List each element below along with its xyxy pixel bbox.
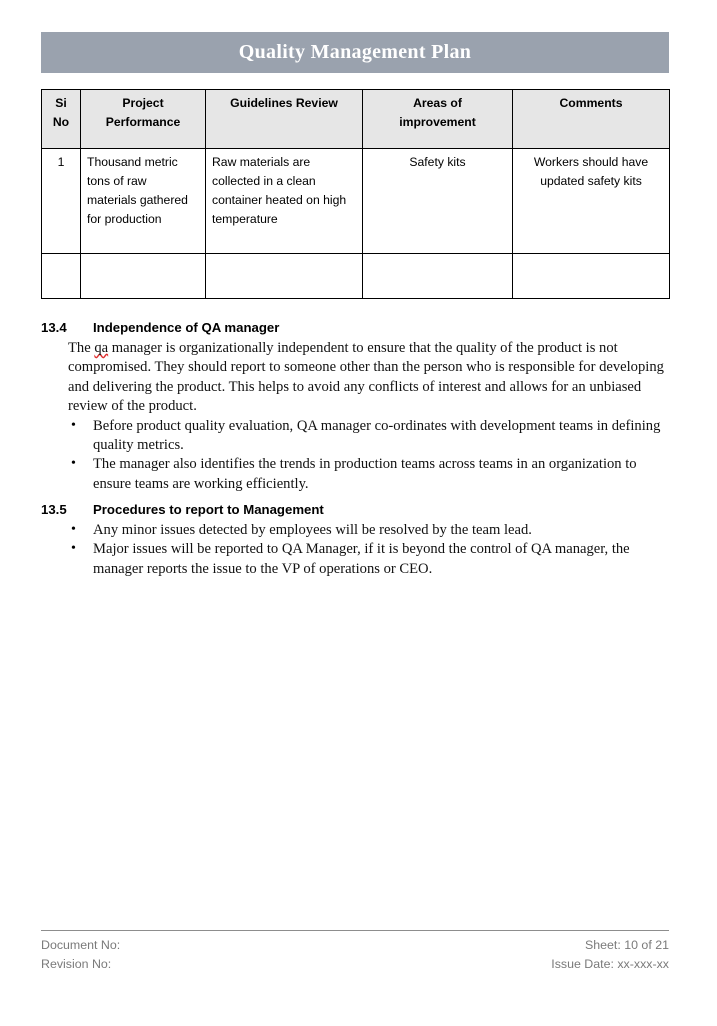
section-13-4-title: Independence of QA manager [93,320,280,335]
section-13-4-bullet-list [41,417,669,495]
page-title: Quality Management Plan [238,41,472,63]
table-body [42,149,670,299]
list-item-text: Before product quality evaluation, QA manager co-ordinates with development teams in defining quality metrics. [93,417,661,454]
column-header-areas-line2: improvement [399,114,476,129]
cell-comments: Workers should have updated safety kits [513,149,670,254]
section-13-4-number: 13.4 [41,320,67,335]
list-item-text: The manager also identifies the trends in production teams across teams in an organization to ensure teams are working efficiently. [93,456,637,492]
column-header-si-no-line1: Si [55,96,67,110]
column-header-areas-line1: Areas of [413,96,462,110]
bullet-dot-icon: • [71,522,76,537]
footer-document-no: Document No: [41,938,121,952]
section-13-5-heading [41,502,669,517]
footer-revision-no: Revision No: [41,957,112,972]
project-performance-table [41,89,670,299]
column-header-project-performance [81,90,206,149]
paragraph-prefix: The [68,340,95,356]
bullet-dot-icon: • [71,417,76,433]
table-row [42,254,670,299]
section-13-4-heading [41,320,669,335]
page-footer [41,930,669,974]
column-header-project-performance-line2: Performance [105,114,181,129]
cell-project-performance [81,254,206,299]
cell-comments [513,254,670,299]
column-header-comments-line1: Comments [559,96,623,110]
list-item [68,417,669,456]
table-header [42,90,670,149]
section-13-5-number: 13.5 [41,502,67,517]
column-header-guidelines-review [206,90,363,149]
table-row [42,149,670,254]
footer-sheet-number: Sheet: 10 of 21 [584,938,669,952]
column-header-areas-of-improvement [363,90,513,149]
column-header-guidelines-review-line1: Guidelines Review [230,96,338,110]
document-title-banner [41,32,669,73]
misspelled-word-qa: qa [94,340,109,356]
cell-areas-of-improvement: Safety kits [363,149,513,254]
cell-guidelines-review: Raw materials are collected in a clean container heated on high temperature [206,149,363,254]
list-item-text: Any minor issues detected by employees will be resolved by the team lead. [93,522,532,538]
list-item [68,521,669,540]
cell-si-no [42,254,81,299]
footer-row-2 [41,955,669,974]
list-item [68,455,669,494]
cell-areas-of-improvement [363,254,513,299]
paragraph-rest: manager is organizationally independent to ensure that the quality of the product is not compromised. They should report to someone other than the person who is responsible for developing and delivering the product. This helps to avoid any conflicts of interest and allows for an unbiased review of the product. [68,340,664,415]
section-13-4 [41,320,669,494]
column-header-project-performance-line1: Project [122,96,164,110]
column-header-comments [513,90,670,149]
table-header-row [42,90,670,149]
cell-si-no: 1 [42,149,81,254]
bullet-dot-icon: • [71,456,76,472]
column-header-si-no-line2: No [52,114,70,129]
bullet-dot-icon: • [71,541,76,557]
section-13-4-paragraph [41,339,669,417]
section-13-5-bullet-list [41,521,669,579]
list-item [68,540,669,579]
footer-row-1 [41,936,669,955]
section-13-5-title: Procedures to report to Management [93,502,324,517]
list-item-text: Major issues will be reported to QA Manager, if it is beyond the control of QA manager, the manager reports the issue to the VP of operations or CEO. [93,541,630,577]
section-13-5 [41,502,669,579]
cell-project-performance: Thousand metric tons of raw materials gathered for production [81,149,206,254]
footer-issue-date: Issue Date: xx-xxx-xx [551,957,669,972]
cell-guidelines-review [206,254,363,299]
column-header-si-no [42,90,81,149]
